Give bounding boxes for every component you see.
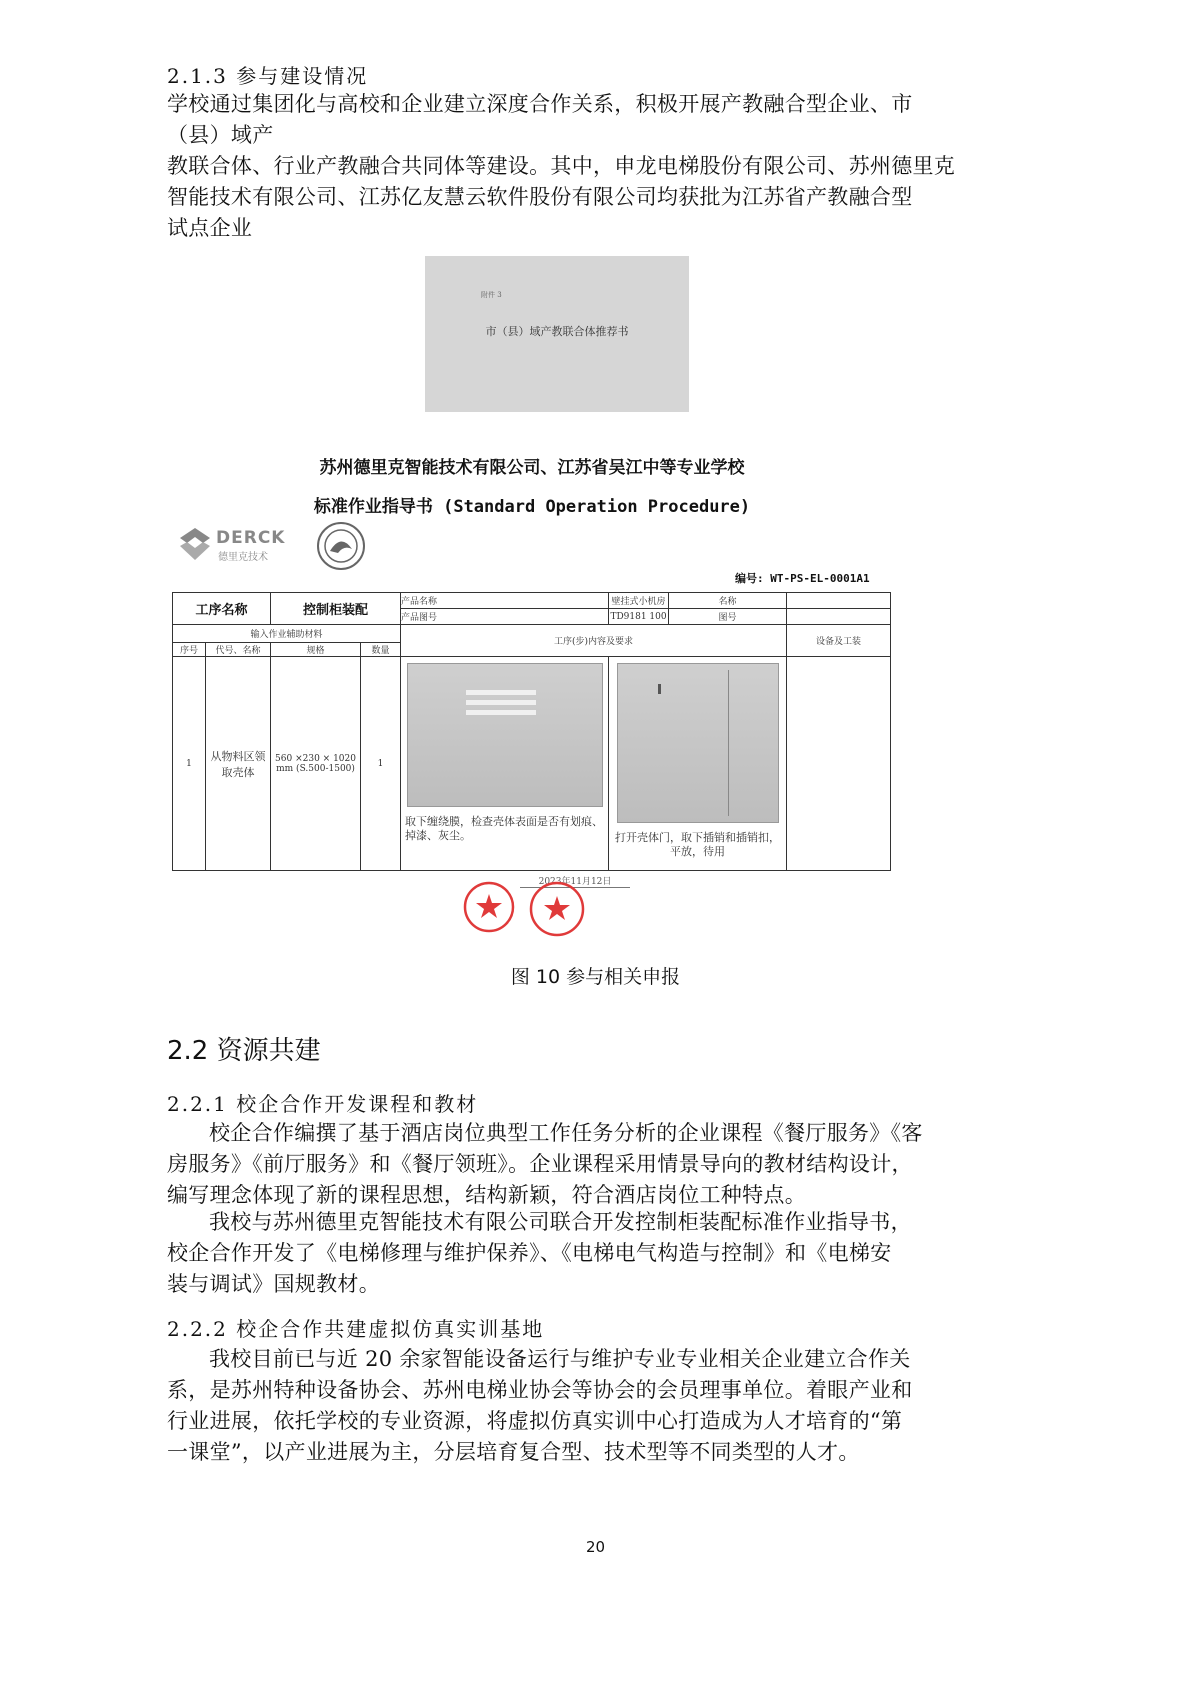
process-name-value: 控制柜装配 (271, 593, 401, 625)
requirements-label: 工序(步)内容及要求 (401, 625, 787, 657)
derck-logo-icon (178, 526, 212, 562)
school-seal-icon (316, 521, 366, 571)
sop-title-line1: 苏州德里克智能技术有限公司、江苏省吴江中等专业学校 (319, 458, 745, 478)
paragraph-line: 教联合体、行业产教融合共同体等建设。其中，申龙电梯股份有限公司、苏州德里克 (167, 154, 956, 178)
cabinet-photo-2 (617, 663, 779, 823)
drawing-label: 图号 (669, 609, 787, 625)
paragraph-line: 校企合作编撰了基于酒店岗位典型工作任务分析的企业课程《餐厅服务》《客 (209, 1121, 923, 1145)
product-drawing-label: 产品图号 (401, 609, 609, 625)
col-qty: 数量 (361, 643, 401, 657)
paragraph-line: 编写理念体现了新的课程思想，结构新颖，符合酒店岗位工种特点。 (167, 1183, 806, 1207)
sop-document-number: 编号: WT-PS-EL-0001A1 (735, 572, 870, 585)
step1-cell (401, 657, 609, 871)
section-heading-2-2: 2.2 资源共建 (167, 1036, 321, 1066)
row-name: 从物料区领取壳体 (206, 657, 271, 871)
materials-label: 输入作业辅助材料 (173, 625, 401, 643)
col-seq: 序号 (173, 643, 206, 657)
col-spec: 规格 (271, 643, 361, 657)
derck-logo (178, 526, 298, 566)
name-label: 名称 (669, 593, 787, 609)
recommendation-document-photo (425, 256, 689, 412)
paragraph-line: 试点企业 (167, 216, 253, 240)
paragraph-line: 智能技术有限公司、江苏亿友慧云软件股份有限公司均获批为江苏省产教融合型 (167, 185, 913, 209)
drawing-value (787, 609, 891, 625)
page-number: 20 (585, 1538, 606, 1556)
section-2-2-1-paragraph-2 (167, 1207, 957, 1300)
row-qty: 1 (361, 657, 401, 871)
paragraph-line: 行业进展，依托学校的专业资源，将虚拟仿真实训中心打造成为人才培育的“第 (167, 1409, 903, 1433)
paragraph-line: 我校目前已与近 20 余家智能设备运行与维护专业专业相关企业建立合作关 (209, 1347, 911, 1371)
red-stamp-icon-2 (528, 880, 586, 938)
section-2-2-1-paragraph-1 (167, 1118, 957, 1211)
section-heading-2-1-3: 2.1.3 参与建设情况 (167, 64, 369, 88)
product-name-value: 壁挂式小机房 (609, 593, 669, 609)
step1-text: 取下缠绕膜，检查壳体表面是否有划痕、掉漆、灰尘。 (405, 815, 604, 842)
name-value (787, 593, 891, 609)
section-2-2-2-paragraph (167, 1344, 957, 1468)
equipment-cell (787, 657, 891, 871)
paragraph-line: 一课堂”，以产业进展为主，分层培育复合型、技术型等不同类型的人才。 (167, 1440, 860, 1464)
paragraph-line: 我校与苏州德里克智能技术有限公司联合开发控制柜装配标准作业指导书， (209, 1210, 912, 1234)
process-name-label: 工序名称 (173, 593, 271, 625)
step2-text: 打开壳体门，取下插销和插销扣，平放，待用 (615, 831, 781, 858)
document-title: 市（县）域产教联合体推荐书 (485, 325, 629, 338)
document-corner-label: 附件 3 (481, 291, 502, 299)
col-code: 代号、名称 (206, 643, 271, 657)
sop-date: 2023年11月12日 (520, 874, 630, 888)
equipment-label: 设备及工装 (787, 625, 891, 657)
section-heading-2-2-2: 2.2.2 校企合作共建虚拟仿真实训基地 (167, 1317, 545, 1341)
red-stamp-icon (462, 880, 516, 934)
cabinet-photo-1 (407, 663, 603, 807)
paragraph-line: 系，是苏州特种设备协会、苏州电梯业协会等协会的会员理事单位。着眼产业和 (167, 1378, 913, 1402)
sop-title-block (172, 453, 892, 517)
paragraph-line: 校企合作开发了《电梯修理与维护保养》、《电梯电气构造与控制》和《电梯安 (167, 1241, 892, 1265)
logo-text: DERCK (216, 528, 286, 548)
section-2-1-3-paragraph (167, 89, 957, 244)
product-name-label: 产品名称 (401, 593, 609, 609)
step2-cell (609, 657, 787, 871)
paragraph-line: 房服务》《前厅服务》和《餐厅领班》。企业课程采用情景导向的教材结构设计， (167, 1152, 913, 1176)
figure-caption: 图 10 参与相关申报 (510, 966, 681, 988)
row-spec: 560 ×230 × 1020 mm (S.500-1500) (271, 657, 361, 871)
paragraph-line: 学校通过集团化与高校和企业建立深度合作关系，积极开展产教融合型企业、市（县）域产 (167, 92, 913, 147)
section-heading-2-2-1: 2.2.1 校企合作开发课程和教材 (167, 1092, 479, 1116)
paragraph-line: 装与调试》国规教材。 (167, 1272, 380, 1296)
logo-subtext: 德里克技术 (218, 552, 268, 563)
sop-table (172, 592, 890, 871)
sop-title-line2: 标准作业指导书 (Standard Operation Procedure) (313, 497, 751, 517)
product-drawing-value: TD9181 100 (609, 609, 669, 625)
row-seq: 1 (173, 657, 206, 871)
